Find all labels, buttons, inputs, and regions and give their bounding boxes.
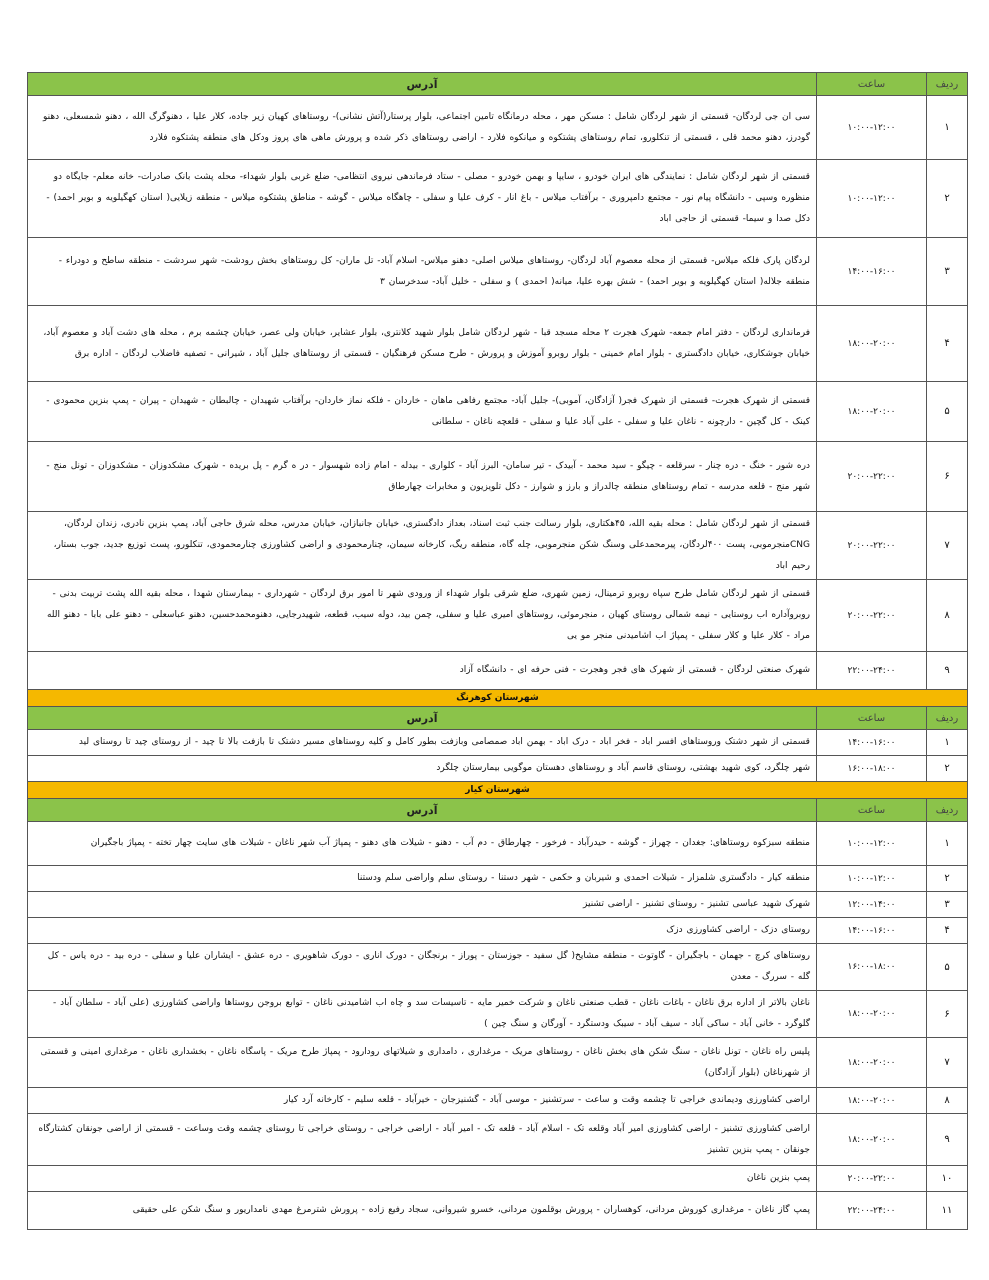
table-row	[28, 238, 968, 306]
time-range: ۱۸:۰۰-۲۰:۰۰	[817, 382, 927, 442]
time-range: ۱۴:۰۰-۱۶:۰۰	[817, 238, 927, 306]
row-number: ۷	[927, 512, 968, 580]
header-time: ساعت	[817, 799, 927, 822]
time-range: ۲۰:۰۰-۲۲:۰۰	[817, 1166, 927, 1192]
time-range: ۲۰:۰۰-۲۲:۰۰	[817, 512, 927, 580]
row-number: ۳	[927, 238, 968, 306]
time-range: ۱۲:۰۰-۱۴:۰۰	[817, 892, 927, 918]
time-range: ۱۰:۰۰-۱۲:۰۰	[817, 160, 927, 238]
header-address: آدرس	[28, 799, 817, 822]
table-header-row	[28, 73, 968, 96]
table-row	[28, 1088, 968, 1114]
table-row	[28, 1114, 968, 1166]
header-time: ساعت	[817, 707, 927, 730]
time-range: ۱۴:۰۰-۱۶:۰۰	[817, 730, 927, 756]
time-range: ۲۲:۰۰-۲۴:۰۰	[817, 1192, 927, 1230]
table-row	[28, 442, 968, 512]
address-cell: لردگان پارک فلکه میلاس- قسمتی از محله معصوم آباد لردگان- روستاهای میلاس اصلی- دهنو میلاس- اسلام آباد- تل ماران- کل روستاهای بخش رودشت- شهر سردشت - منطقه ساطح و دودراء - منطقه جلاله( استان کهگیلویه و بویر احمد) - شش بهره علیا، میانه( احمدی ) و سفلی - خلیل آباد- سدخرسان ۳	[28, 238, 817, 306]
table-row	[28, 1038, 968, 1088]
table-row	[28, 652, 968, 690]
row-number: ۵	[927, 944, 968, 991]
row-number: ۲	[927, 756, 968, 782]
time-range: ۲۰:۰۰-۲۲:۰۰	[817, 580, 927, 652]
header-address: آدرس	[28, 73, 817, 96]
header-row-number: ردیف	[927, 799, 968, 822]
row-number: ۱	[927, 822, 968, 866]
outage-schedule-table	[27, 72, 968, 1230]
row-number: ۲	[927, 866, 968, 892]
address-cell: اراضی کشاورزی ودیماندی خراجی تا چشمه وقت و ساعت - سرتشنیز - موسی آباد - گشنیزجان - خیرآباد - قلعه سلیم - کارخانه آرد کیار	[28, 1088, 817, 1114]
header-row-number: ردیف	[927, 73, 968, 96]
time-range: ۲۰:۰۰-۲۲:۰۰	[817, 442, 927, 512]
table-row	[28, 580, 968, 652]
address-cell: شهر چلگرد، کوی شهید بهشتی، روستای قاسم آباد و روستاهای دهستان موگویی بیمارستان چلگرد	[28, 756, 817, 782]
row-number: ۸	[927, 1088, 968, 1114]
table-row	[28, 918, 968, 944]
section-header	[28, 782, 968, 799]
time-range: ۱۶:۰۰-۱۸:۰۰	[817, 756, 927, 782]
time-range: ۱۸:۰۰-۲۰:۰۰	[817, 1038, 927, 1088]
row-number: ۱۱	[927, 1192, 968, 1230]
table-row	[28, 991, 968, 1038]
table-row	[28, 512, 968, 580]
row-number: ۳	[927, 892, 968, 918]
table-row	[28, 892, 968, 918]
header-time: ساعت	[817, 73, 927, 96]
row-number: ۴	[927, 918, 968, 944]
address-cell: اراضی کشاورزی تشنیز - اراضی کشاورزی امیر آباد وقلعه تک - اسلام آباد - قلعه تک - امیر آباد - اراضی خراجی - روستای خراجی تا روستای چشمه وقت وساعت - قسمتی از اراضی جونقان کشتارگاه جونقان - پمپ بنزین تشنیز	[28, 1114, 817, 1166]
address-cell: پمپ گاز ناغان - مرغداری کوروش مردانی، کوهساران - پرورش بوقلمون مردانی، خسرو شیروانی، سجاد رفیع زاده - پرورش شترمرغ مهدی نامداریور و سنگ شکن علی حقیقی	[28, 1192, 817, 1230]
address-cell: پلیس راه ناغان - تونل ناغان - سنگ شکن های بخش ناغان - روستاهای مریک - مرغداری ، دامداری و شیلاتهای رودارود - پمپاژ طرح مریک - پاسگاه ناغان - بخشداری ناغان - مرغداری امینی و قسمتی از شهرناغان (بلوار آزادگان)	[28, 1038, 817, 1088]
header-row-number: ردیف	[927, 707, 968, 730]
address-cell: پمپ بنزین ناغان	[28, 1166, 817, 1192]
address-cell: فرمانداری لردگان - دفتر امام جمعه- شهرک هجرت ۲ محله مسجد قبا - شهر لردگان شامل بلوار شهید کلانتری، بلوار عشایر، خیابان ولی عصر، خیابان چشمه برم ، محله های دشت آباد و معصوم آباد، خیابان جوشکاری، خیابان دادگستری - بلوار امام خمینی - بلوار روبرو آموزش و پرورش - طرح مسکن فرهنگیان - قسمتی از روستاهای جلیل آباد ، شیرانی - تصفیه فاضلاب لردگان - اداره برق	[28, 306, 817, 382]
table-row	[28, 730, 968, 756]
row-number: ۱	[927, 96, 968, 160]
time-range: ۱۸:۰۰-۲۰:۰۰	[817, 1088, 927, 1114]
table-row	[28, 944, 968, 991]
address-cell: قسمتی از شهر لردگان شامل طرح سپاه روبرو ترمینال، زمین شهری، ضلع شرقی بلوار شهداء از ورودی شهر تا امور برق لردگان - شهرداری - بیمارستان شهدا ، محله بقیه الله پشت تربیت بدنی - روبروآداره اب روستایی - نیمه شمالی روستای کهیان ، منجرموئی، روستاهای امیری علیا و سفلی، چمن بید، دوله سیب، قطعه، شهیدرجایی، دهنومحمدحسین، دهنو عباسعلی - دهنو علی بابا - دهنو الله مراد - کلار علیا و کلار سفلی - پمپاژ اب اشامیدنی منجر مو یی	[28, 580, 817, 652]
row-number: ۷	[927, 1038, 968, 1088]
section-title: شهرستان کوهرنگ	[28, 690, 968, 707]
address-cell: قسمتی از شهر لردگان شامل : نمایندگی های ایران خودرو ، سایپا و بهمن خودرو - مصلی - ستاد فرماندهی نیروی انتظامی- ضلع غربی بلوار شهداء- محله پشت بانک صادرات- خانه معلم- جایگاه دو منظوره وسپی - دانشگاه پیام نور - مجتمع دامپروری - برآفتاب میلاس - باغ انار - کرف علیا و سفلی - چاهگاه میلاس - گوشه - مناطق پشتکوه میلاس - منطقه زیلایی( استان کهگیلویه و بویر احمد) - دکل صدا و سیما- قسمتی از حاجی اباد	[28, 160, 817, 238]
section-header	[28, 690, 968, 707]
row-number: ۸	[927, 580, 968, 652]
table-row	[28, 866, 968, 892]
address-cell: سی ان جی لردگان- قسمتی از شهر لردگان شامل : مسکن مهر ، محله درمانگاه تامین اجتماعی، بلوار پرستار(آتش نشانی)- روستاهای کهیان زیر جاده، کلار علیا ، دهنوگرگ الله ، دهنو شمسعلی، دهنو گودرز، دهنو محمد قلی ، قسمتی از تنکلورو، تمام روستاهای پشتکوه و میانکوه فلارد - اراضی روستاهای ذکر شده و پرورش ماهی های پروز ودکل های منطقه پشتکوه فلارد	[28, 96, 817, 160]
time-range: ۱۶:۰۰-۱۸:۰۰	[817, 944, 927, 991]
time-range: ۱۰:۰۰-۱۲:۰۰	[817, 822, 927, 866]
header-address: آدرس	[28, 707, 817, 730]
table-row	[28, 1166, 968, 1192]
address-cell: دره شور - خنگ - دره چنار - سرقلعه - چیگو - سید محمد - آبیدک - تیر سامان- البرز آباد - کلواری - بیدله - امام زاده شهسوار - در ه گرم - پل بریده - شهرک مشکدوزان - مشکدوزان - تونل منج - شهر منج - قلعه مدرسه - تمام روستاهای منطقه چالدراز و بارز و شوارز - دکل تلویزیون و مخابرات چهارطاق	[28, 442, 817, 512]
table-row	[28, 1192, 968, 1230]
time-range: ۱۸:۰۰-۲۰:۰۰	[817, 991, 927, 1038]
table-row	[28, 822, 968, 866]
row-number: ۲	[927, 160, 968, 238]
address-cell: قسمتی از شهر لردگان شامل : محله بقیه الله، ۴۵هکتاری، بلوار رسالت جنب ثبت اسناد، بعداز دادگستری، خیابان جانبازان، خیابان مدرس، محله شرق حاجی آباد، پمپ بنزین نادری، زندان لردگان، CNGمنجرموبی، پست ۴۰۰لردگان، پیرمحمدعلی وسنگ شکن منجرموبی، چله گاه، منطقه ریگ، کارخانه سیمان، چنارمحمودی و اراضی کشاورزی چنارمحمودی، تنکلورو، پست توزیع جدید، جوب بستار، رحیم اباد	[28, 512, 817, 580]
address-cell: منطقه کیار - دادگستری شلمزار - شیلات احمدی و شیربان و حکمی - شهر دستنا - روستای سلم واراضی سلم ودستنا	[28, 866, 817, 892]
address-cell: قسمتی از شهرک هجرت- قسمتی از شهرک فجر( آزادگان، آموبی)- جلیل آباد- مجتمع رفاهی ماهان - خاردان - فلکه نماز خاردان- برآفتاب شهیدان - چالبطان - شهیدان - پیران - پمپ بنزین محمودی - کینک - کل گچین - دارچونه - ناغان علیا و سفلی - علی آباد علیا و سفلی - قلعچه ناغان - سلطانی	[28, 382, 817, 442]
table-row	[28, 160, 968, 238]
table-header-row	[28, 799, 968, 822]
row-number: ۶	[927, 991, 968, 1038]
row-number: ۱۰	[927, 1166, 968, 1192]
address-cell: روستاهای کرچ - جهمان - باجگیران - گاوتوت - منطقه مشایخ( گل سفید - جوزستان - پوراز - برنجگان - دورک اناری - دورک شاهویری - دره عشق - ایشاران علیا و سفلی - دره بید - دره یاس - کل گله - سررگ - معدن	[28, 944, 817, 991]
row-number: ۱	[927, 730, 968, 756]
address-cell: ناغان بالاتر از اداره برق ناغان - باغات ناغان - قطب صنعتی ناغان و شرکت خمیر مایه - تاسیسات سد و چاه اب اشامیدنی ناغان - توابع بروجن روستاها واراضی کشاورزی (علی آباد - سلطان آباد - گلوگرد - خانی آباد - ساکی آباد - سیف آباد - سیبک ودستگرد - آورگان و سنگ چین )	[28, 991, 817, 1038]
time-range: ۱۸:۰۰-۲۰:۰۰	[817, 306, 927, 382]
time-range: ۱۸:۰۰-۲۰:۰۰	[817, 1114, 927, 1166]
row-number: ۹	[927, 1114, 968, 1166]
time-range: ۱۰:۰۰-۱۲:۰۰	[817, 866, 927, 892]
address-cell: شهرک صنعتی لردگان - قسمتی از شهرک های فجر وهجرت - فنی حرفه ای - دانشگاه آزاد	[28, 652, 817, 690]
outage-schedule-sheet	[27, 72, 968, 1230]
row-number: ۹	[927, 652, 968, 690]
row-number: ۶	[927, 442, 968, 512]
address-cell: قسمتی از شهر دشتک وروستاهای افسر اباد - فخر اباد - درک اباد - بهمن اباد صمصامی وبازفت بطور کامل و کلیه روستاهای مسیر دشتک تا بازفت بالا تا چید - از روستای چید تا روستای لید	[28, 730, 817, 756]
address-cell: شهرک شهید عباسی تشنیز - روستای تشنیز - اراضی تشنیز	[28, 892, 817, 918]
row-number: ۵	[927, 382, 968, 442]
address-cell: روستای دزک - اراضی کشاورزی دزک	[28, 918, 817, 944]
time-range: ۱۴:۰۰-۱۶:۰۰	[817, 918, 927, 944]
table-row	[28, 382, 968, 442]
row-number: ۴	[927, 306, 968, 382]
table-header-row	[28, 707, 968, 730]
table-row	[28, 306, 968, 382]
time-range: ۲۲:۰۰-۲۴:۰۰	[817, 652, 927, 690]
table-row	[28, 756, 968, 782]
time-range: ۱۰:۰۰-۱۲:۰۰	[817, 96, 927, 160]
table-row	[28, 96, 968, 160]
section-title: شهرستان کیار	[28, 782, 968, 799]
address-cell: منطقه سبزکوه روستاهای: جغدان - چهراز - گوشه - حیدرآباد - فرخور - چهارطاق - دم آب - دهنو - شیلات های دهنو - پمپاژ آب شهر ناغان - شیلات های سایت چهار تخته - پمپاژ باجگیران	[28, 822, 817, 866]
